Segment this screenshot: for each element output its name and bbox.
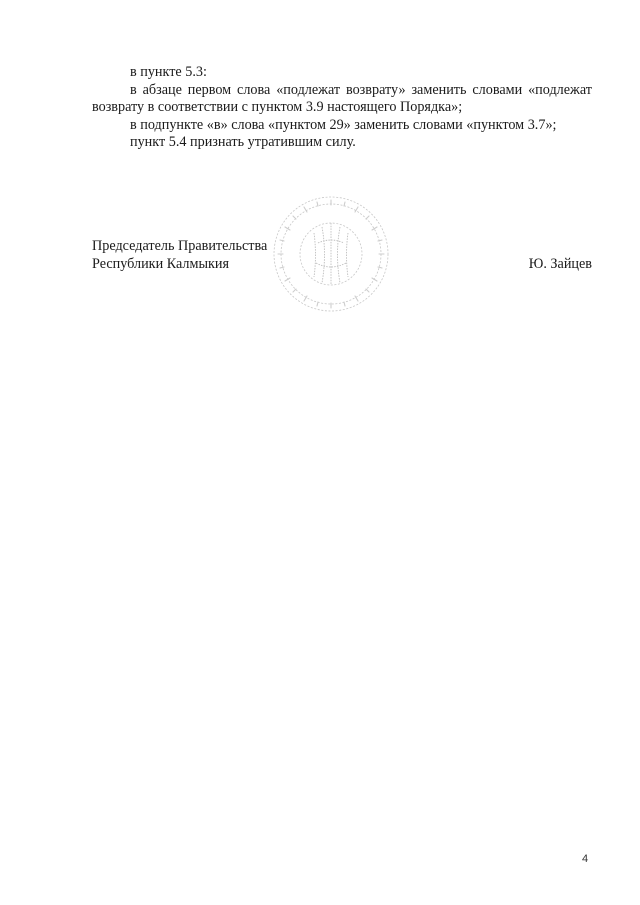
document-body: [92, 64, 592, 152]
paragraph-item-5-3: в пункте 5.3:: [130, 64, 207, 80]
signature-block: [92, 237, 592, 297]
signatory-title: [92, 237, 267, 273]
paragraph-amendment-1: в абзаце первом слова «подлежат возврату» заменить словами «подлежат возврату в соответствии с пунктом 3.9 настоящего Порядка»;: [92, 81, 592, 115]
paragraph-item-5-4: пункт 5.4 признать утратившим силу.: [130, 134, 356, 150]
paragraph-amendment-2: в подпункте «в» слова «пунктом 29» заменить словами «пунктом 3.7»;: [130, 116, 557, 133]
page-number: 4: [582, 853, 589, 865]
signatory-title-line-1: Председатель Правительства: [92, 238, 268, 254]
signatory-title-line-2: Республики Калмыкия: [92, 256, 230, 272]
signatory-name: Ю. Зайцев: [528, 256, 592, 272]
